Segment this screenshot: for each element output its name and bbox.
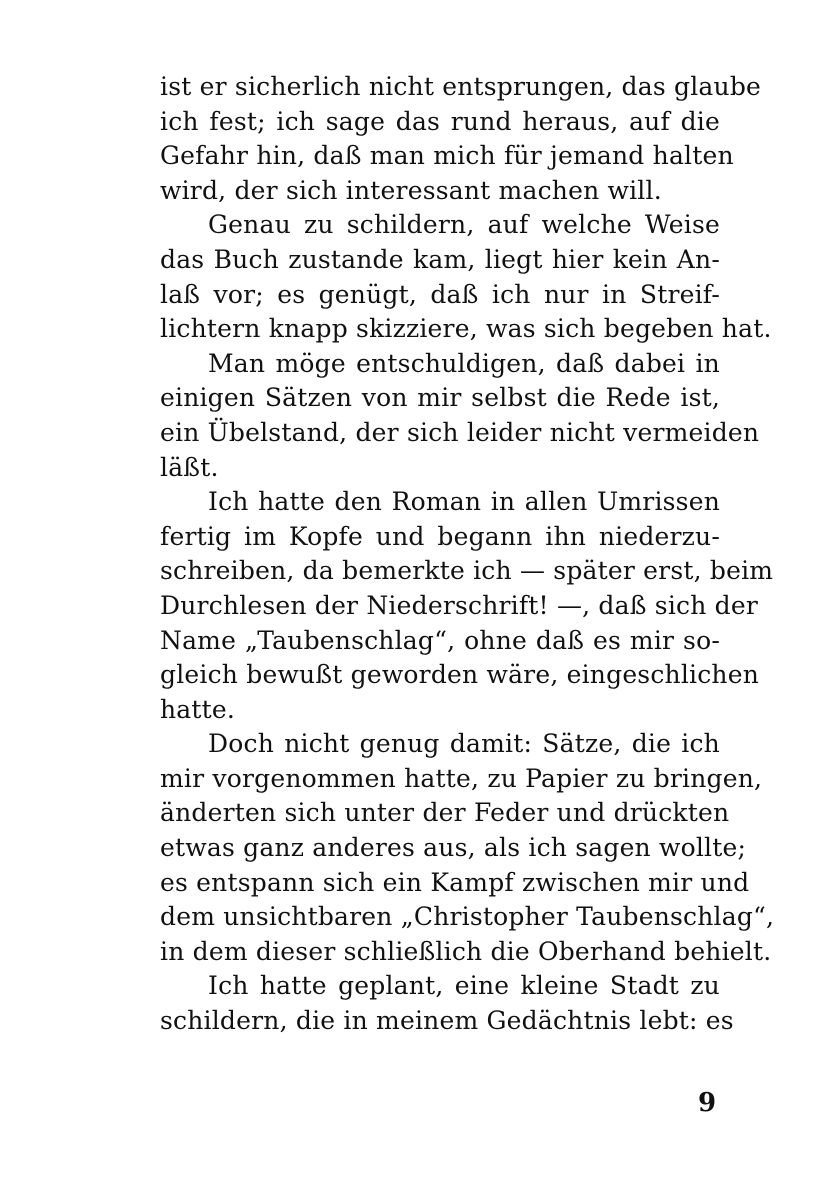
text-line: ist er sicherlich nicht entsprungen, das glaube <box>160 72 762 101</box>
text-line: ich fest; ich sage das rund heraus, auf die <box>160 106 720 136</box>
text-line: Genau zu schildern, auf welche Weise <box>208 210 720 240</box>
text-line: Gefahr hin, daß man mich für jemand halten <box>160 141 734 171</box>
text-line: hatte. <box>160 694 236 724</box>
text-line: schreiben, da bemerkte ich — später erst, beim <box>160 556 774 586</box>
text-line: Doch nicht genug damit: Sätze, die ich <box>208 729 720 759</box>
text-line: Name „Taubenschlag“, ohne daß es mir so- <box>160 625 720 655</box>
text-line: in dem dieser schließlich die Oberhand behielt. <box>160 936 772 966</box>
text-line: lichtern knapp skizziere, was sich begeben hat. <box>160 314 772 344</box>
text-line: Durchlesen der Niederschrift! —, daß sich der <box>160 590 759 620</box>
text-line: dem unsichtbaren „Christopher Taubenschlag“, <box>160 902 775 932</box>
page-number: 9 <box>698 1088 717 1118</box>
text-line: Ich hatte geplant, eine kleine Stadt zu <box>208 971 720 1001</box>
text-line: fertig im Kopfe und begann ihn niederzu- <box>160 521 720 551</box>
text-line: schildern, die in meinem Gedächtnis lebt: es <box>160 1006 734 1036</box>
text-line: laß vor; es genügt, daß ich nur in Streif- <box>160 279 720 309</box>
text-line: einigen Sätzen von mir selbst die Rede ist, <box>160 383 720 413</box>
text-line: mir vorgenommen hatte, zu Papier zu bringen, <box>160 763 763 793</box>
text-line: gleich bewußt geworden wäre, eingeschlichen <box>160 660 760 690</box>
text-line: änderten sich unter der Feder und drückten <box>160 798 730 828</box>
text-line: läßt. <box>160 452 219 482</box>
text-line: etwas ganz anderes aus, als ich sagen wollte; <box>160 833 747 863</box>
text-line: es entspann sich ein Kampf zwischen mir und <box>160 867 750 897</box>
text-line: Ich hatte den Roman in allen Umrissen <box>208 487 720 517</box>
text-line: Man möge entschuldigen, daß dabei in <box>208 348 720 378</box>
text-line: wird, der sich interessant machen will. <box>160 175 662 205</box>
body-text <box>160 70 775 1039</box>
text-line: ein Übelstand, der sich leider nicht vermeiden <box>160 417 760 447</box>
text-line: das Buch zustande kam, liegt hier kein An- <box>160 244 720 274</box>
